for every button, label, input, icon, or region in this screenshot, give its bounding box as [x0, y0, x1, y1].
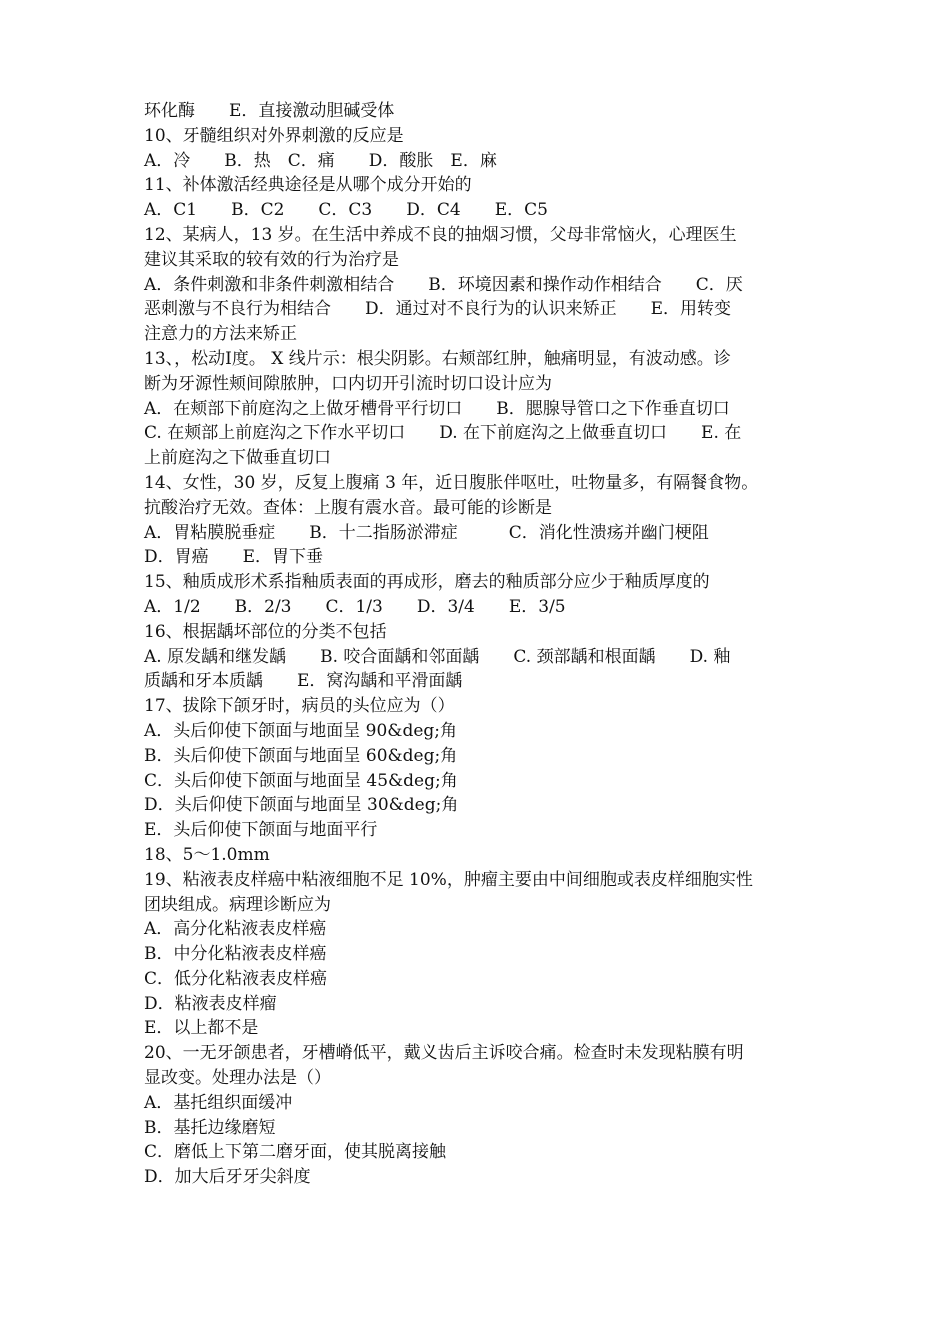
question-13-options-cont: 上前庭沟之下做垂直切口 [144, 448, 331, 469]
question-12-stem-cont: 建议其采取的较有效的行为治疗是 [144, 249, 399, 270]
question-14-options-cont: D．胃癌 E．胃下垂 [144, 547, 324, 568]
question-14-stem-cont: 抗酸治疗无效。查体：上腹有震水音。最可能的诊断是 [144, 497, 552, 518]
question-12-options: A．条件刺激和非条件刺激相结合 B．环境因素和操作动作相结合 C．厌 [144, 274, 743, 295]
question-19-stem: 19、粘液表皮样癌中粘液细胞不足 10%，肿瘤主要由中间细胞或表皮样细胞实性 [144, 869, 753, 890]
question-18-stem: 18、5～1.0mm [144, 844, 270, 865]
question-12-options-cont: 注意力的方法来矫正 [144, 324, 297, 345]
question-20-option-b: B．基托边缘磨短 [144, 1117, 276, 1138]
question-12-options-cont: 恶刺激与不良行为相结合 D．通过对不良行为的认识来矫正 E．用转变 [144, 299, 732, 320]
question-19-option-e: E．以上都不是 [144, 1018, 259, 1039]
document-body [144, 99, 816, 1190]
question-10-stem: 10、牙髓组织对外界刺激的反应是 [144, 125, 404, 146]
question-16-options-cont: 质龋和牙本质龋 E．窝沟龋和平滑面龋 [144, 671, 463, 692]
question-19-option-d: D．粘液表皮样瘤 [144, 993, 277, 1014]
question-17-option-a: A．头后仰使下颌面与地面呈 90&deg;角 [144, 720, 457, 741]
question-14-options: A．胃粘膜脱垂症 B．十二指肠淤滞症 C．消化性溃疡并幽门梗阻 [144, 522, 709, 543]
question-17-option-b: B．头后仰使下颌面与地面呈 60&deg;角 [144, 745, 458, 766]
question-20-option-c: C．磨低上下第二磨牙面，使其脱离接触 [144, 1142, 447, 1163]
question-16-stem: 16、根据龋坏部位的分类不包括 [144, 621, 387, 642]
question-11-stem: 11、补体激活经典途径是从哪个成分开始的 [144, 175, 472, 196]
question-19-option-c: C．低分化粘液表皮样癌 [144, 968, 328, 989]
text-line: 环化酶 E．直接激动胆碱受体 [144, 101, 395, 121]
question-12-stem: 12、某病人，13 岁。在生活中养成不良的抽烟习惯，父母非常恼火，心理医生 [144, 224, 737, 245]
question-13-options-cont: C. 在颊部上前庭沟之下作水平切口 D. 在下前庭沟之上做垂直切口 E. 在 [144, 423, 742, 444]
question-20-stem-cont: 显改变。处理办法是（） [144, 1068, 331, 1089]
question-14-stem: 14、女性，30 岁，反复上腹痛 3 年，近日腹胀伴呕吐，吐物量多，有隔餐食物。 [144, 472, 759, 493]
question-11-options: A．C1 B．C2 C．C3 D．C4 E．C5 [144, 200, 548, 221]
question-15-stem: 15、釉质成形术系指釉质表面的再成形，磨去的釉质部分应少于釉质厚度的 [144, 572, 710, 593]
question-20-stem: 20、一无牙颌患者，牙槽嵴低平，戴义齿后主诉咬合痛。检查时未发现粘膜有明 [144, 1043, 744, 1064]
question-13-stem-cont: 断为牙源性颊间隙脓肿，口内切开引流时切口设计应为 [144, 373, 552, 394]
question-20-option-d: D．加大后牙牙尖斜度 [144, 1167, 311, 1188]
question-19-option-b: B．中分化粘液表皮样癌 [144, 944, 327, 965]
question-17-option-c: C．头后仰使下颌面与地面呈 45&deg;角 [144, 770, 458, 791]
question-15-options: A．1/2 B．2/3 C．1/3 D．3/4 E．3/5 [144, 596, 566, 617]
question-17-option-d: D．头后仰使下颌面与地面呈 30&deg;角 [144, 795, 459, 816]
question-17-stem: 17、拔除下颌牙时，病员的头位应为（） [144, 696, 455, 717]
question-10-options: A．冷 B．热 C．痛 D．酸胀 E．麻 [144, 150, 497, 171]
question-19-option-a: A．高分化粘液表皮样癌 [144, 919, 327, 940]
question-20-option-a: A．基托组织面缓冲 [144, 1092, 293, 1113]
question-19-stem-cont: 团块组成。病理诊断应为 [144, 894, 331, 915]
question-13-stem: 13、，松动Ⅰ度。 X 线片示：根尖阴影。右颊部红肿，触痛明显，有波动感。诊 [144, 348, 731, 369]
question-17-option-e: E．头后仰使下颌面与地面平行 [144, 820, 378, 841]
question-13-options: A．在颊部下前庭沟之上做牙槽骨平行切口 B．腮腺导管口之下作垂直切口 [144, 398, 730, 419]
question-16-options: A. 原发龋和继发龋 B. 咬合面龋和邻面龋 C. 颈部龋和根面龋 D. 釉 [144, 646, 731, 667]
